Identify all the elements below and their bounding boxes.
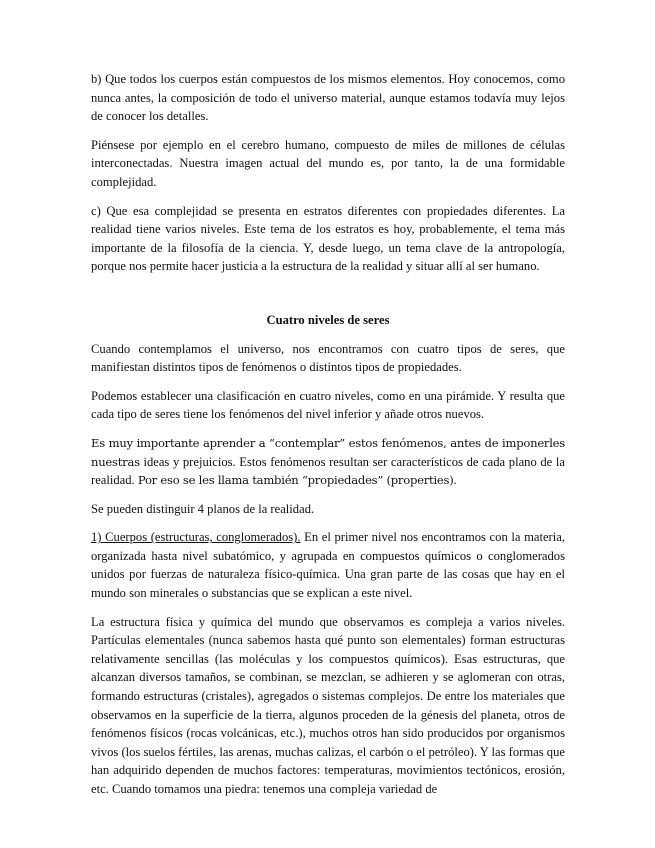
contemplate-sentence-alt: Es muy importante aprender a “contemplar” estos fenómenos, antes de imponerles nuestras xyxy=(91,435,565,469)
paragraph-c: c) Que esa complejidad se presenta en estratos diferentes con propiedades diferentes. La realidad tiene varios niveles. Este tema de los estratos es hoy, probablemente, el tema más importante de la filosofía de la ciencia. Y, desde luego, un tema clave de la antropología, porque nos permite hacer justicia a la estructura de la realidad y situar allí al ser humano. xyxy=(91,203,565,274)
bodies-text: En el primer nivel nos encontramos con la materia, organizada hasta nivel subatómico, y agrupada en compuestos químicos o conglomerados unidos por fuerzas de naturaleza físico-química. Una gran parte de las cosas que hay en el mundo son minerales o substancias que se explican a este nivel. xyxy=(91,530,565,601)
paragraph-pyramid: Podemos establecer una clasificación en cuatro niveles, como en una pirámide. Y resulta que cada tipo de seres tiene los fenómenos del nivel inferior y añade otros nuevos. xyxy=(91,388,565,422)
contemplate-sentence: ideas y prejuicios. Estos fenómenos resultan ser característicos de cada plano de la realidad. xyxy=(91,454,565,488)
bodies-title: 1) Cuerpos (estructuras, conglomerados). xyxy=(91,530,301,545)
paragraph-structure: La estructura física y química del mundo que observamos es compleja a varios niveles. Partículas elementales (nunca sabemos hasta qué punto son elementales) forman estructuras relativamente sencillas (las moléculas y los compuestos químicos). Esas estructuras, que alcanzan diversos tamaños, se combinan, se mezclan, se adhieren y se aglomeran con otras, formando estructuras (cristales), agregados o sistemas complejos. De entre los materiales que observamos en la superficie de la tierra, algunos proceden de la génesis del planeta, otros de fenómenos físicos (rocas volcánicas, etc.), muchos otros han sido producidos por organismos vivos (los suelos fértiles, las arenas, muchas calizas, el carbón o el petróleo). Y las formas que han adquirido dependen de muchos factores: temperaturas, movimientos tectónicos, erosión, etc. Cuando tomamos una piedra: tenemos una compleja variedad de xyxy=(91,614,565,796)
document-page xyxy=(91,70,565,799)
paragraph-b: b) Que todos los cuerpos están compuestos de los mismos elementos. Hoy conocemos, como nunca antes, la composición de todo el universo material, aunque estamos todavía muy lejos de conocer los detalles. xyxy=(91,72,565,124)
paragraph-bodies xyxy=(91,528,565,602)
section-heading: Cuatro niveles de seres xyxy=(266,312,390,327)
contemplate-period: . xyxy=(453,473,457,488)
paragraph-planes: Se pueden distinguir 4 planos de la realidad. xyxy=(91,501,315,516)
paragraph-universe: Cuando contemplamos el universo, nos encontramos con cuatro tipos de seres, que manifiestan distintos tipos de fenómenos o distintos tipos de propiedades. xyxy=(91,341,565,375)
properties-sentence: Por eso se les llama también “propiedades” (properties) xyxy=(137,473,454,488)
paragraph-brain: Piénsese por ejemplo en el cerebro humano, compuesto de miles de millones de células interconectadas. Nuestra imagen actual del mundo es, por tanto, la de una formidable complejidad. xyxy=(91,137,565,189)
paragraph-contemplate xyxy=(91,434,565,490)
